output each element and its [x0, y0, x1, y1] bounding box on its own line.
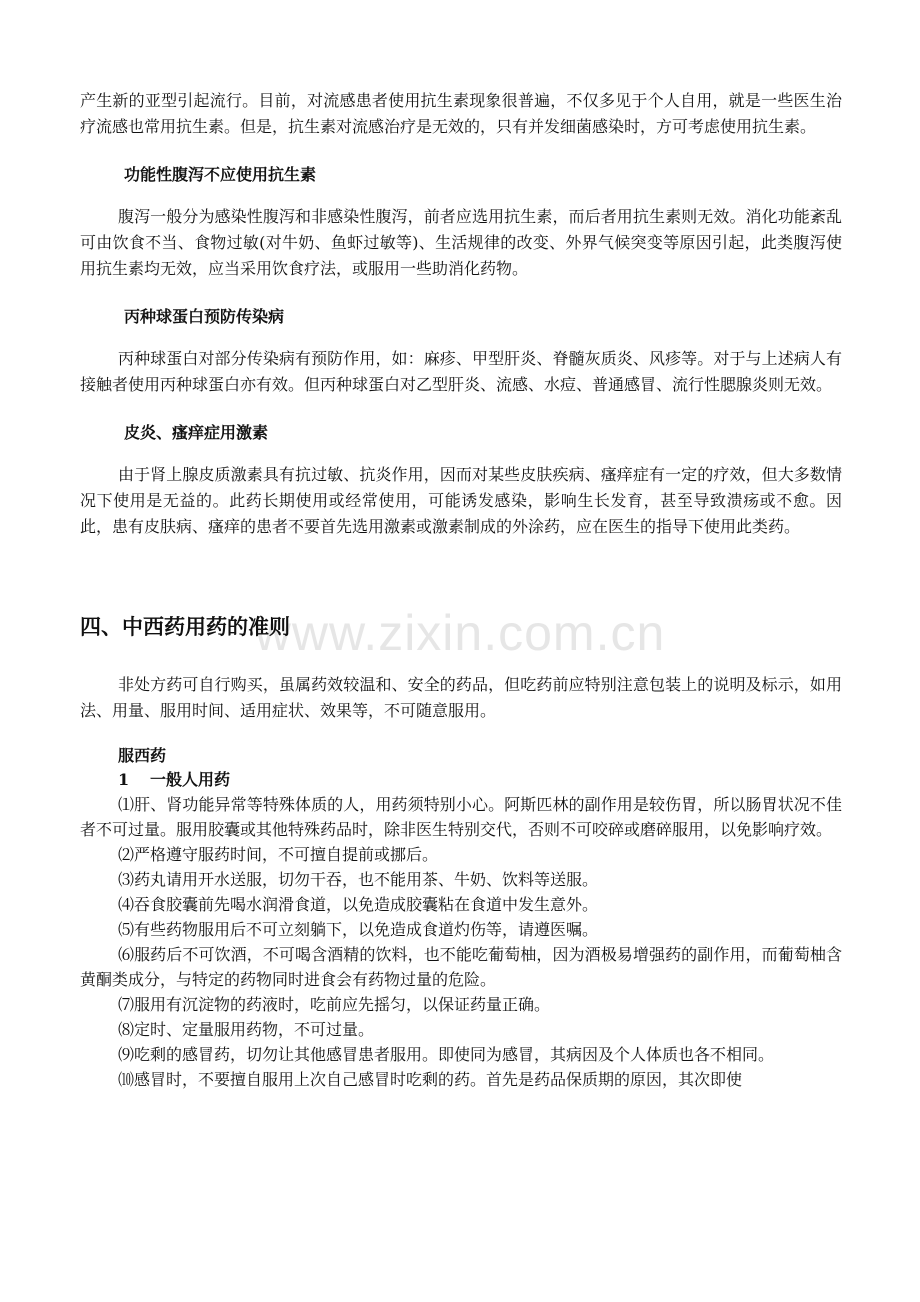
heading-globulin: 丙种球蛋白预防传染病: [124, 307, 285, 326]
heading-diarrhea: 功能性腹泻不应使用抗生素: [124, 165, 317, 184]
paragraph-diarrhea: 腹泻一般分为感染性腹泻和非感染性腹泻，前者应选用抗生素，而后者用抗生素则无效。消化功能紊乱可由饮食不当、食物过敏(对牛奶、鱼虾过敏等)、生活规律的改变、外界气候突变等原因引起，此类腹泻使用抗生素均无效，应当采用饮食疗法，或服用一些助消化药物。: [80, 207, 842, 278]
section-title: 四、中西药用药的准则: [80, 614, 290, 639]
subheading-general-use: [118, 768, 842, 792]
list-item: ⑻定时、定量服用药物，不可过量。: [118, 1020, 375, 1039]
heading-steroid: 皮炎、瘙痒症用激素: [124, 423, 269, 442]
list-item: ⑼吃剩的感冒药，切勿让其他感冒患者服用。即使同为感冒，其病因及个人体质也各不相同。: [118, 1045, 775, 1064]
paragraph-otc: 非处方药可自行购买，虽属药效较温和、安全的药品，但吃药前应特别注意包装上的说明及标示，如用法、用量、服用时间、适用症状、效果等，不可随意服用。: [80, 675, 842, 720]
subheading-title: 一般人用药: [150, 770, 231, 789]
list-item: ⑸有些药物服用后不可立刻躺下，以免造成食道灼伤等，请遵医嘱。: [118, 920, 599, 939]
watermark: www.zixin.com.cn: [254, 605, 666, 661]
list-item: ⑹服药后不可饮酒，不可喝含酒精的饮料，也不能吃葡萄柚，因为酒极易增强药的副作用，而葡萄柚含黄酮类成分，与特定的药物同时进食会有药物过量的危险。: [80, 945, 842, 989]
list-item: ⑷吞食胶囊前先喝水润滑食道，以免造成胶囊粘在食道中发生意外。: [118, 895, 599, 914]
list-item: ⑺服用有沉淀物的药液时，吃前应先摇匀，以保证药量正确。: [118, 995, 551, 1014]
list-item: ⑵严格遵守服药时间，不可擅自提前或挪后。: [118, 845, 439, 864]
paragraph-steroid: 由于肾上腺皮质激素具有抗过敏、抗炎作用，因而对某些皮肤疾病、瘙痒症有一定的疗效，但大多数情况下使用是无益的。此药长期使用或经常使用，可能诱发感染，影响生长发育，甚至导致溃疡或不愈。因此，患有皮肤病、瘙痒的患者不要首先选用激素或激素制成的外涂药，应在医生的指导下使用此类药。: [80, 465, 842, 536]
list-item: ⑽感冒时，不要擅自服用上次自己感冒时吃剩的药。首先是药品保质期的原因，其次即使: [118, 1070, 743, 1089]
heading-western-medicine: 服西药: [118, 746, 167, 765]
document-body: [80, 88, 842, 1092]
paragraph-globulin: 丙种球蛋白对部分传染病有预防作用，如：麻疹、甲型肝炎、脊髓灰质炎、风疹等。对于与上述病人有接触者使用丙种球蛋白亦有效。但丙种球蛋白对乙型肝炎、流感、水痘、普通感冒、流行性腮腺炎则无效。: [80, 349, 842, 394]
list-item: ⑶药丸请用开水送服，切勿干吞，也不能用茶、牛奶、饮料等送服。: [118, 870, 599, 889]
list-item: ⑴肝、肾功能异常等特殊体质的人，用药须特别小心。阿斯匹林的副作用是较伤胃，所以肠胃状况不佳者不可过量。服用胶囊或其他特殊药品时，除非医生特别交代，否则不可咬碎或磨碎服用，以免影响疗效。: [80, 795, 842, 839]
intro-paragraph: 产生新的亚型引起流行。目前，对流感患者使用抗生素现象很普遍，不仅多见于个人自用，就是一些医生治疗流感也常用抗生素。但是，抗生素对流感治疗是无效的，只有并发细菌感染时，方可考虑使用抗生素。: [80, 91, 842, 136]
subheading-number: 1: [118, 770, 130, 789]
